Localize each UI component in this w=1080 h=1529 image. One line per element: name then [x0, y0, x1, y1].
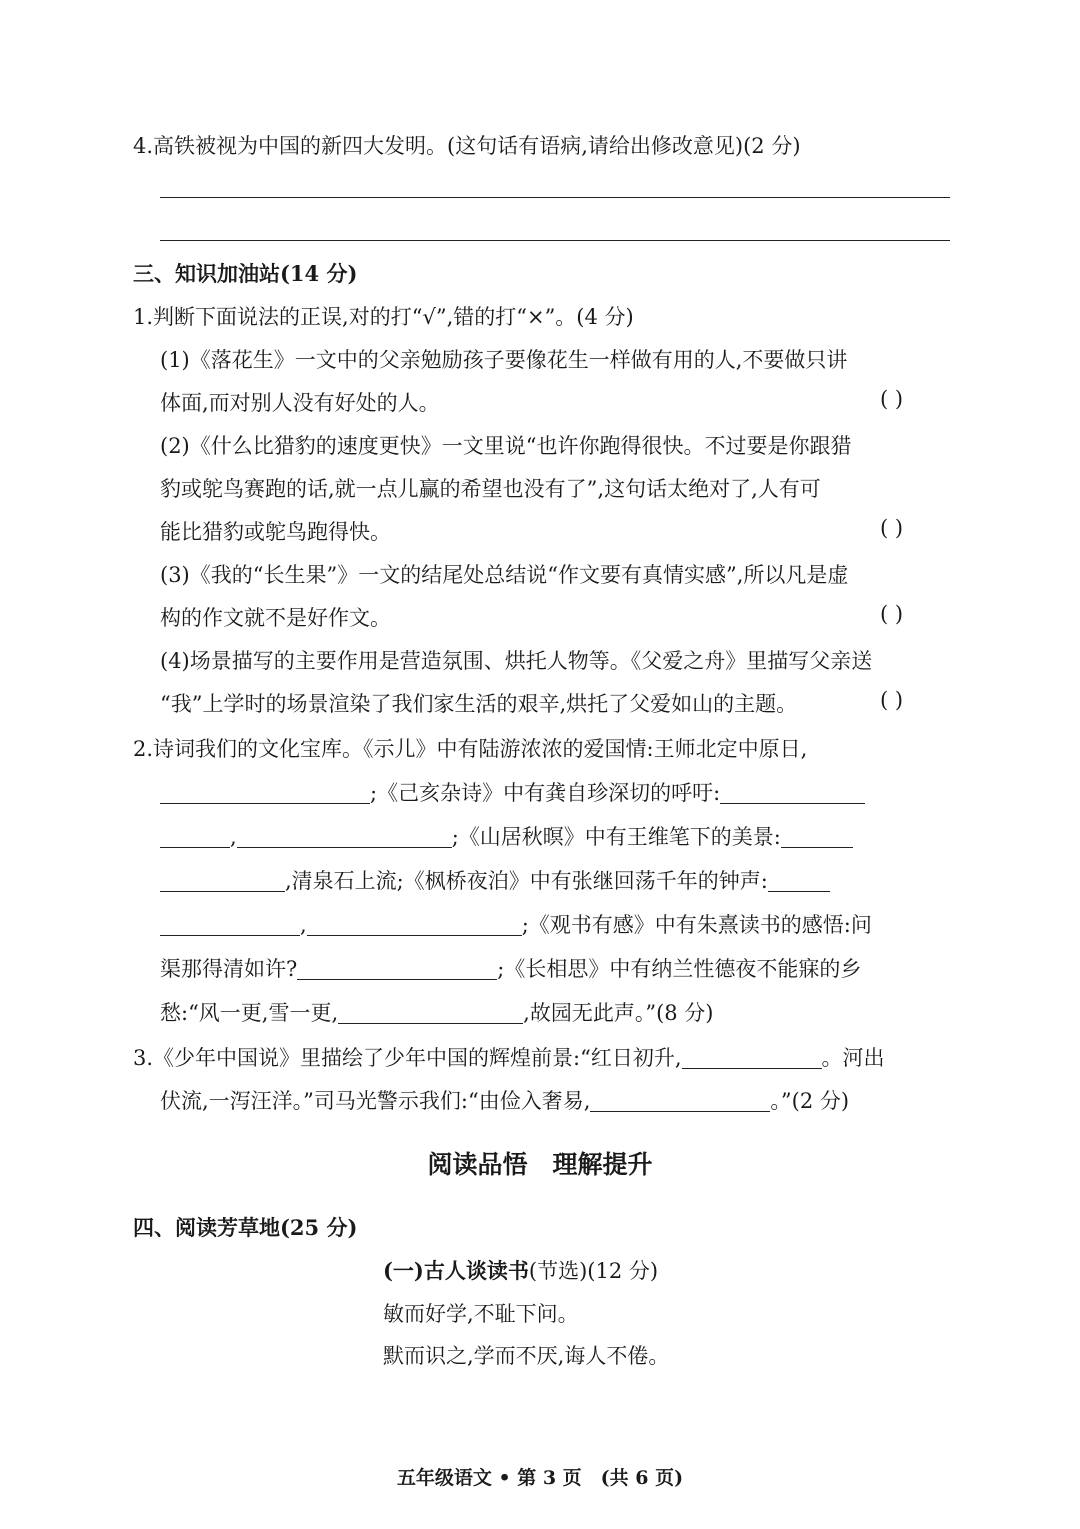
q2-line1: 2.诗词我们的文化宝库。《示儿》中有陆游浓浓的爱国情:王师北定中原日,: [133, 737, 808, 761]
blank-poem-7[interactable]: [297, 957, 497, 980]
blank-poem-6[interactable]: [307, 913, 522, 936]
item-3-line2: 构的作文就不是好作文。: [160, 606, 391, 630]
item-3-line1: (3)《我的“长生果”》一文的结尾处总结说“作文要有真情实感”,所以凡是虚: [160, 563, 849, 587]
blank-q3-2[interactable]: [590, 1089, 770, 1112]
passage-title: (一)古人谈读书(节选)(12 分): [383, 1258, 659, 1283]
section-3-title: 三、知识加油站(14 分): [133, 261, 358, 286]
blank-poem-4a[interactable]: [781, 825, 853, 848]
q2-line4: ,清泉石上流;《枫桥夜泊》中有张继回荡千年的钟声:: [160, 865, 830, 895]
blank-poem-2b[interactable]: [160, 825, 230, 848]
blank-poem-5b[interactable]: [160, 913, 300, 936]
blank-poem-1[interactable]: [160, 781, 370, 804]
q3-line1: 3.《少年中国说》里描绘了少年中国的辉煌前景:“红日初升, 。河出: [133, 1046, 885, 1070]
reading-heading: 阅读品悟 理解提升: [427, 1150, 653, 1179]
passage-line-2: 默而识之,学而不厌,诲人不倦。: [383, 1344, 670, 1368]
q2-line3: , ;《山居秋暝》中有王维笔下的美景:: [160, 821, 853, 851]
blank-q3-1[interactable]: [682, 1046, 822, 1069]
q3-line2: 伏流,一泻汪洋。”司马光警示我们:“由俭入奢易, 。”(2 分): [160, 1089, 850, 1113]
item-1-line1: (1)《落花生》一文中的父亲勉励孩子要像花生一样做有用的人,不要做只讲: [160, 348, 848, 372]
blank-poem-5a[interactable]: [768, 869, 830, 892]
q2-line5: , ;《观书有感》中有朱熹读书的感悟:问: [160, 909, 872, 939]
q2-line6: 渠那得清如许? ;《长相思》中有纳兰性德夜不能寐的乡: [160, 957, 862, 981]
item-2-line1: (2)《什么比猎豹的速度更快》一文里说“也许你跑得很快。不过要是你跟猎: [160, 434, 852, 458]
answer-paren-3[interactable]: ( ): [880, 602, 904, 626]
item-4-line2: “我”上学时的场景渲染了我们家生活的艰辛,烘托了父爱如山的主题。: [160, 692, 798, 716]
q2-line7: 愁:“风一更,雪一更, ,故园无此声。”(8 分): [160, 1001, 714, 1025]
item-2-line2: 豹或鸵鸟赛跑的话,就一点儿赢的希望也没有了”,这句话太绝对了,人有可: [160, 477, 821, 501]
page-footer: 五年级语文 • 第 3 页 (共 6 页): [396, 1467, 684, 1489]
item-1-line2: 体面,而对别人没有好处的人。: [160, 391, 440, 415]
blank-poem-8[interactable]: [338, 1001, 523, 1024]
answer-paren-2[interactable]: ( ): [880, 516, 904, 540]
answer-paren-4[interactable]: ( ): [880, 688, 904, 712]
blank-poem-4b[interactable]: [160, 869, 285, 892]
answer-paren-1[interactable]: ( ): [880, 387, 904, 411]
blank-poem-3[interactable]: [237, 825, 452, 848]
passage-line-1: 敏而好学,不耻下问。: [383, 1302, 579, 1326]
section-4-title: 四、阅读芳草地(25 分): [133, 1215, 358, 1240]
item-4-line1: (4)场景描写的主要作用是营造氛围、烘托人物等。《父爱之舟》里描写父亲送: [160, 649, 873, 673]
blank-poem-2a[interactable]: [720, 781, 865, 804]
q1-title: 1.判断下面说法的正误,对的打“√”,错的打“×”。(4 分): [133, 305, 634, 329]
q2-line2: ;《己亥杂诗》中有龚自珍深切的呼吁:: [160, 777, 865, 807]
answer-line-1[interactable]: [160, 197, 950, 198]
item-2-line3: 能比猎豹或鸵鸟跑得快。: [160, 520, 391, 544]
question-4: 4.高铁被视为中国的新四大发明。(这句话有语病,请给出修改意见)(2 分): [133, 134, 801, 158]
answer-line-2[interactable]: [160, 240, 950, 241]
